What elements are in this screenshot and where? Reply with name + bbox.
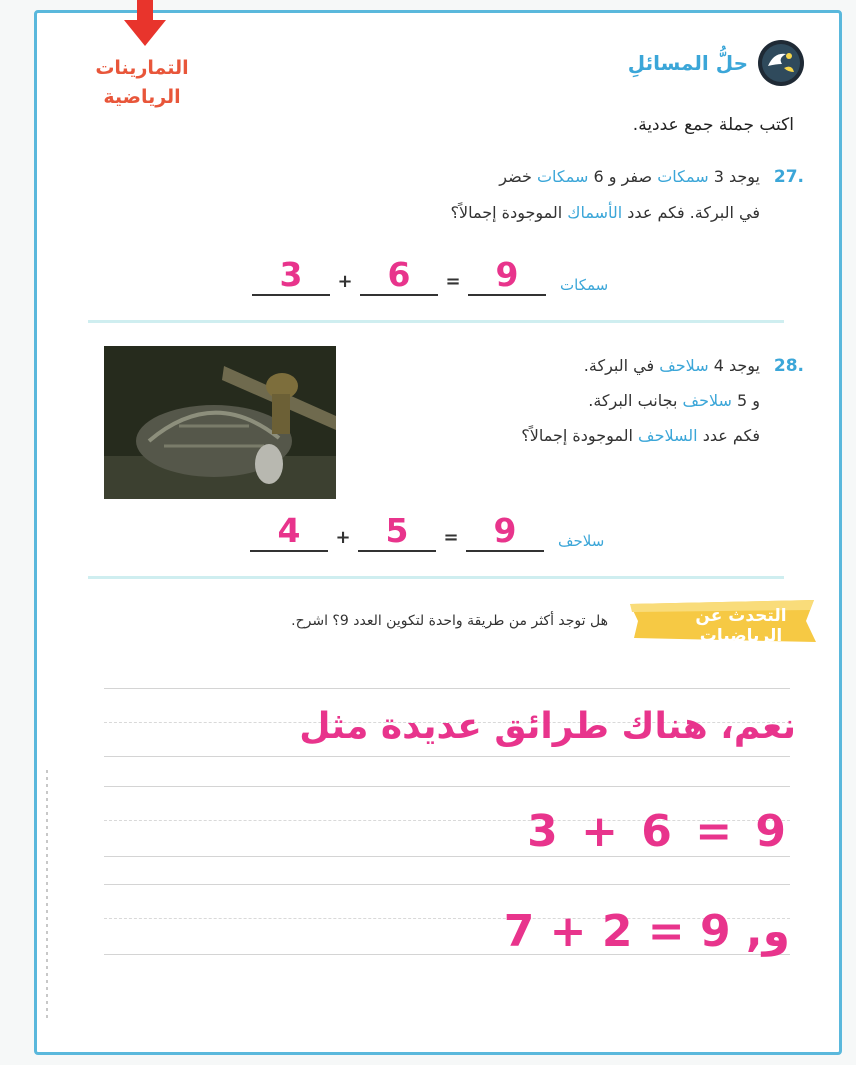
- p28-equals: =: [443, 527, 459, 548]
- problem-28-line1: [584, 356, 760, 375]
- problem-27-line1: [499, 167, 760, 186]
- section-header: [628, 38, 806, 88]
- p28-l1-hl: سلاحف: [659, 356, 709, 375]
- p27-l2-a: في البركة. فكم عدد: [627, 203, 760, 222]
- problem-28-line3: [521, 426, 760, 445]
- p27-l1-hl2: سمكات: [536, 167, 589, 186]
- talk-math-title: التحدث عن الرياضيات: [695, 606, 787, 646]
- p27-unit: سمكات: [560, 276, 609, 294]
- p28-l3-a: فكم عدد: [702, 426, 760, 445]
- p28-l3-b: الموجودة إجمالاً؟: [521, 426, 633, 445]
- p28-unit: سلاحف: [558, 532, 605, 550]
- writing-line: [104, 756, 790, 757]
- p27-answer-2[interactable]: 6: [360, 256, 438, 296]
- writing-line: [104, 884, 790, 885]
- p27-answer-3[interactable]: 9: [468, 256, 546, 296]
- p27-l2-b: الموجودة إجمالاً؟: [450, 203, 563, 222]
- turtle-photo: [104, 346, 336, 499]
- problem-28-number: 28.: [773, 356, 804, 376]
- separator: [88, 320, 784, 323]
- p28-l2-a: و 5: [737, 391, 760, 410]
- practices-line2: الرياضية: [103, 86, 181, 108]
- handwritten-answer-line3: 7 + 2 = 9 ,و: [503, 906, 790, 957]
- instruction-text: اكتب جملة جمع عددية.: [632, 115, 794, 135]
- problem-27-equation: [252, 256, 608, 296]
- p28-l1-b: في البركة.: [583, 356, 655, 375]
- p27-answer-1[interactable]: 3: [252, 256, 330, 296]
- copyright-margin: [40, 770, 54, 1020]
- p27-l1-hl1: سمكات: [657, 167, 709, 186]
- down-arrow-icon: [120, 0, 170, 50]
- p27-l2-hl: الأسماك: [567, 203, 623, 222]
- p28-answer-2[interactable]: 5: [358, 512, 436, 552]
- section-title: حلُّ المسائلِ: [627, 51, 748, 75]
- problem-solving-icon: [756, 38, 806, 88]
- practices-line1: التمارينات: [95, 57, 189, 79]
- p27-l1-a: يوجد 3: [713, 167, 760, 186]
- p28-l2-hl: سلاحف: [682, 391, 732, 410]
- p27-l1-c: خضر: [499, 167, 532, 186]
- p28-l3-hl: السلاحف: [638, 426, 698, 445]
- p28-l1-a: يوجد 4: [713, 356, 760, 375]
- problem-28-equation: [250, 512, 604, 552]
- handwritten-answer-line2: 3 + 6 = 9: [527, 806, 790, 857]
- p28-answer-3[interactable]: 9: [466, 512, 544, 552]
- p27-plus: +: [337, 271, 353, 292]
- handwritten-answer-line1: نعم، هناك طرائق عديدة مثل: [299, 706, 796, 747]
- writing-line: [104, 786, 790, 787]
- p27-equals: =: [445, 271, 461, 292]
- practices-label: [72, 54, 212, 112]
- writing-line: [104, 688, 790, 689]
- separator: [88, 576, 784, 579]
- p28-answer-1[interactable]: 4: [250, 512, 328, 552]
- problem-27-number: 27.: [773, 167, 804, 187]
- p28-l2-b: بجانب البركة.: [588, 391, 678, 410]
- problem-27-line2: [451, 203, 760, 222]
- p28-plus: +: [335, 527, 351, 548]
- p27-l1-b: صفر و 6: [593, 167, 653, 186]
- talk-math-question: هل توجد أكثر من طريقة واحدة لتكوين العدد 9؟ اشرح.: [291, 613, 608, 629]
- problem-28-line2: [588, 391, 760, 410]
